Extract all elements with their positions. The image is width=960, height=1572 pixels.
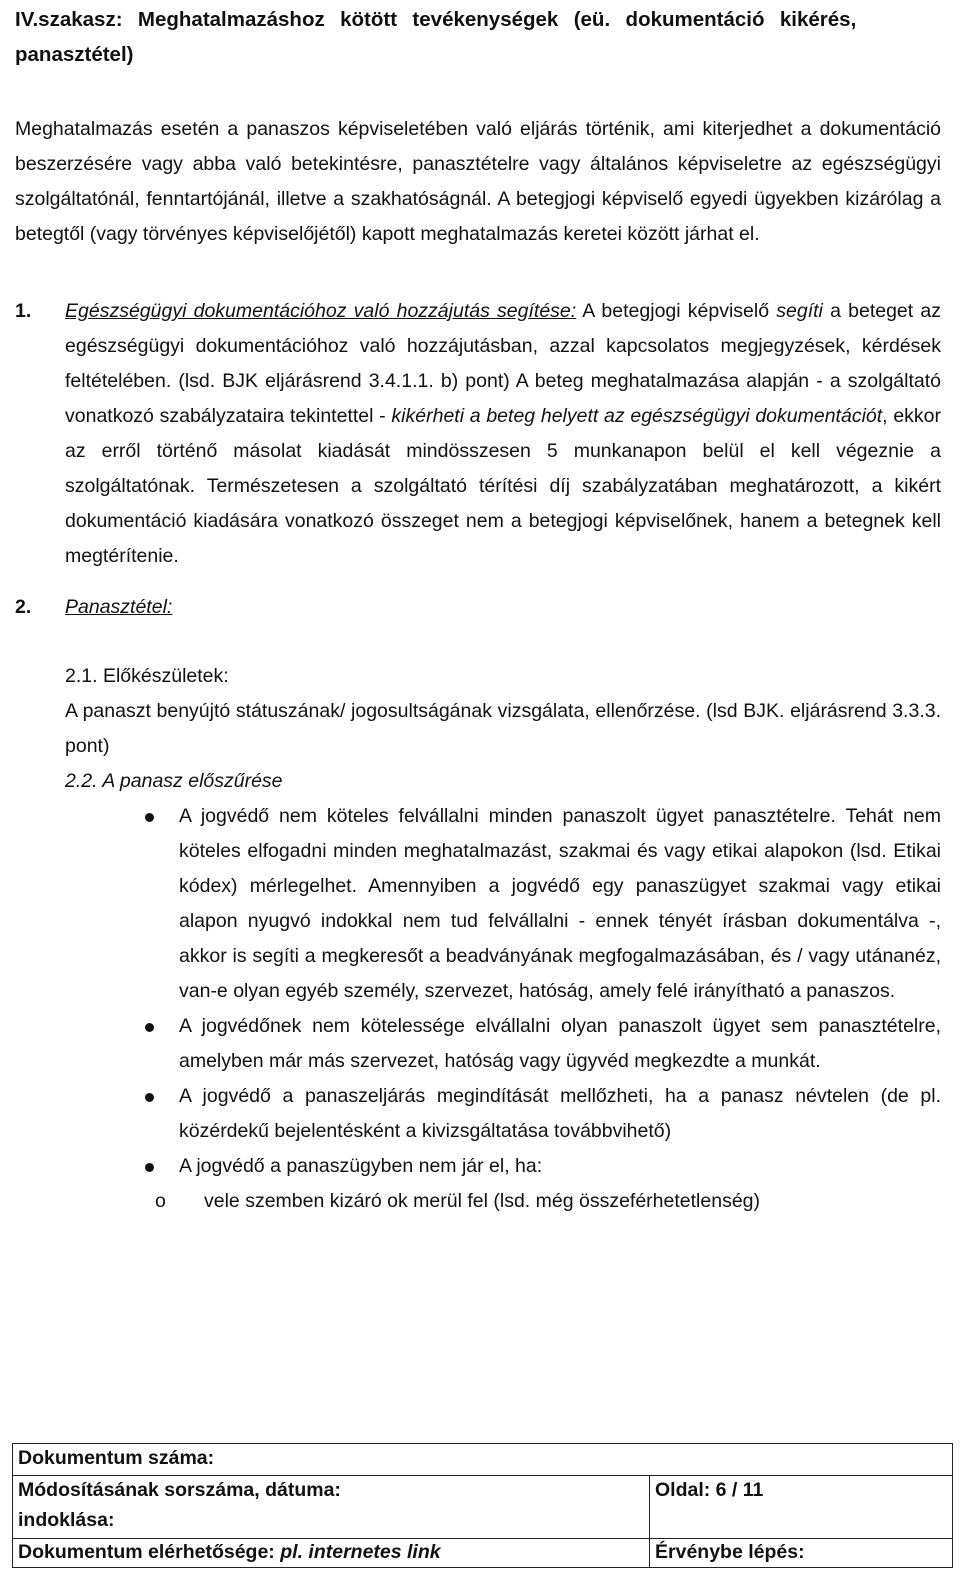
- section-1-text-b: segíti: [776, 300, 823, 322]
- bullet-icon: [145, 1023, 154, 1032]
- subsection-2-1: [15, 659, 941, 799]
- section-2-title: Panasztétel:: [65, 596, 173, 618]
- doc-number-label: Dokumentum száma:: [18, 1447, 215, 1469]
- subsection-2-1-label: 2.1. Előkészületek:: [65, 665, 229, 687]
- footer-row-1: [13, 1444, 952, 1476]
- subsection-2-2-label: 2.2. A panasz előszűrése: [65, 770, 283, 792]
- bullet-list: [65, 799, 941, 1184]
- document-footer-table: [12, 1443, 953, 1568]
- list-item: A jogvédő a panaszeljárás megindítását mellőzheti, ha a panasz névtelen (de pl. közérdekű bejelentésként a kivizsgáltatása továbbvihető): [65, 1079, 941, 1149]
- subsection-2-1-text: A panaszt benyújtó státuszának/ jogosultságának vizsgálata, ellenőrzése. (lsd BJK. eljárásrend 3.3.3. pont): [65, 700, 941, 757]
- document-page: [15, 0, 941, 1219]
- availability-label: Dokumentum elérhetősége:: [18, 1541, 275, 1563]
- list-item: A jogvédő a panaszügyben nem jár el, ha:: [65, 1149, 941, 1184]
- section-heading: [15, 2, 941, 72]
- bullet-icon: [145, 813, 154, 822]
- bullet-icon: [145, 1163, 154, 1172]
- section-2-number: 2.: [15, 596, 32, 618]
- section-1-title: Egészségügyi dokumentációhoz való hozzájutás segítése:: [65, 300, 577, 322]
- justification-label: indoklása:: [18, 1509, 115, 1531]
- section-1-text-a: A betegjogi képviselő: [576, 300, 777, 322]
- section-1-text-e: , ekkor az erről történő másolat kiadását mindösszesen 5 munkanapon belül el kell végeznie a szolgáltatónak. Természetesen a szolgáltató térítési díj szabályzatában meghatározott, a kikért dokumentáció kiadására vonatkozó összeget nem a betegjogi képviselőnek, hanem a betegnek kell megtérítenie.: [65, 405, 942, 567]
- section-1-number: 1.: [15, 300, 32, 322]
- list-item: A jogvédő nem köteles felvállalni minden panaszolt ügyet panasztételre. Tehát nem köteles elfogadni minden meghatalmazást, szakmai és vagy etikai alapokon (lsd. Etikai kódex) mérlegelhet. Amennyiben a jogvédő egy panaszügyet szakmai vagy etikai alapon nyugvó indokkal nem tud felvállalni - ennek tényét írásban dokumentálva -, akkor is segíti a megkeresőt a beadványának megfogalmazásában, és / vagy utánanéz, van-e olyan egyéb személy, szervezet, hatóság, amely felé irányítható a panaszos.: [65, 799, 941, 1009]
- modification-label: Módosításának sorszáma, dátuma:: [18, 1479, 341, 1501]
- section-1-text-d: kikérheti a beteg helyett az egészségügyi dokumentációt: [391, 405, 883, 427]
- page-number: Oldal: 6 / 11: [655, 1479, 764, 1501]
- footer-row-2: [13, 1475, 952, 1539]
- heading-line-1: IV.szakasz: Meghatalmazáshoz kötött tevékenységek (eü. dokumentáció kikérés,: [15, 8, 857, 31]
- footer-divider: [649, 1475, 650, 1568]
- bullet-icon: [145, 1093, 154, 1102]
- list-item: A jogvédőnek nem kötelessége elvállalni olyan panaszolt ügyet sem panasztételre, amelyben már más szervezet, hatóság vagy ügyvéd megkezdte a munkát.: [65, 1009, 941, 1079]
- availability-value: pl. internetes link: [280, 1541, 441, 1563]
- sub-bullet-icon: o: [155, 1190, 166, 1212]
- section-1-text-c: a beteget az egészségügyi dokumentációhoz való hozzájutásban, azzal kapcsolatos megjegyzések, kérdések feltételében. (lsd. BJK eljárásrend 3.4.1.1. b) pont) A beteg meghatalmazása alapján - a szolgáltató vonatkozó szabályzataira tekintettel -: [65, 300, 941, 427]
- availability-field: [18, 1541, 441, 1564]
- section-1: [15, 294, 941, 574]
- heading-line-2: panasztétel): [15, 43, 134, 66]
- sub-bullet-item: [15, 1184, 941, 1219]
- sub-bullet-text: vele szemben kizáró ok merül fel (lsd. még összeférhetetlenség): [204, 1190, 760, 1212]
- footer-row-3: [13, 1538, 952, 1568]
- section-2: [15, 590, 941, 625]
- effective-date-label: Érvénybe lépés:: [655, 1541, 805, 1563]
- intro-paragraph: Meghatalmazás esetén a panaszos képviseletében való eljárás történik, ami kiterjedhet a dokumentáció beszerzésére vagy abba való betekintésre, panasztételre vagy általános képviseletre az egészségügyi szolgáltatónál, fenntartójánál, illetve a szakhatóságnál. A betegjogi képviselő egyedi ügyekben kizárólag a betegtől (vagy törvényes képviselőjétől) kapott meghatalmazás keretei között járhat el.: [15, 118, 941, 245]
